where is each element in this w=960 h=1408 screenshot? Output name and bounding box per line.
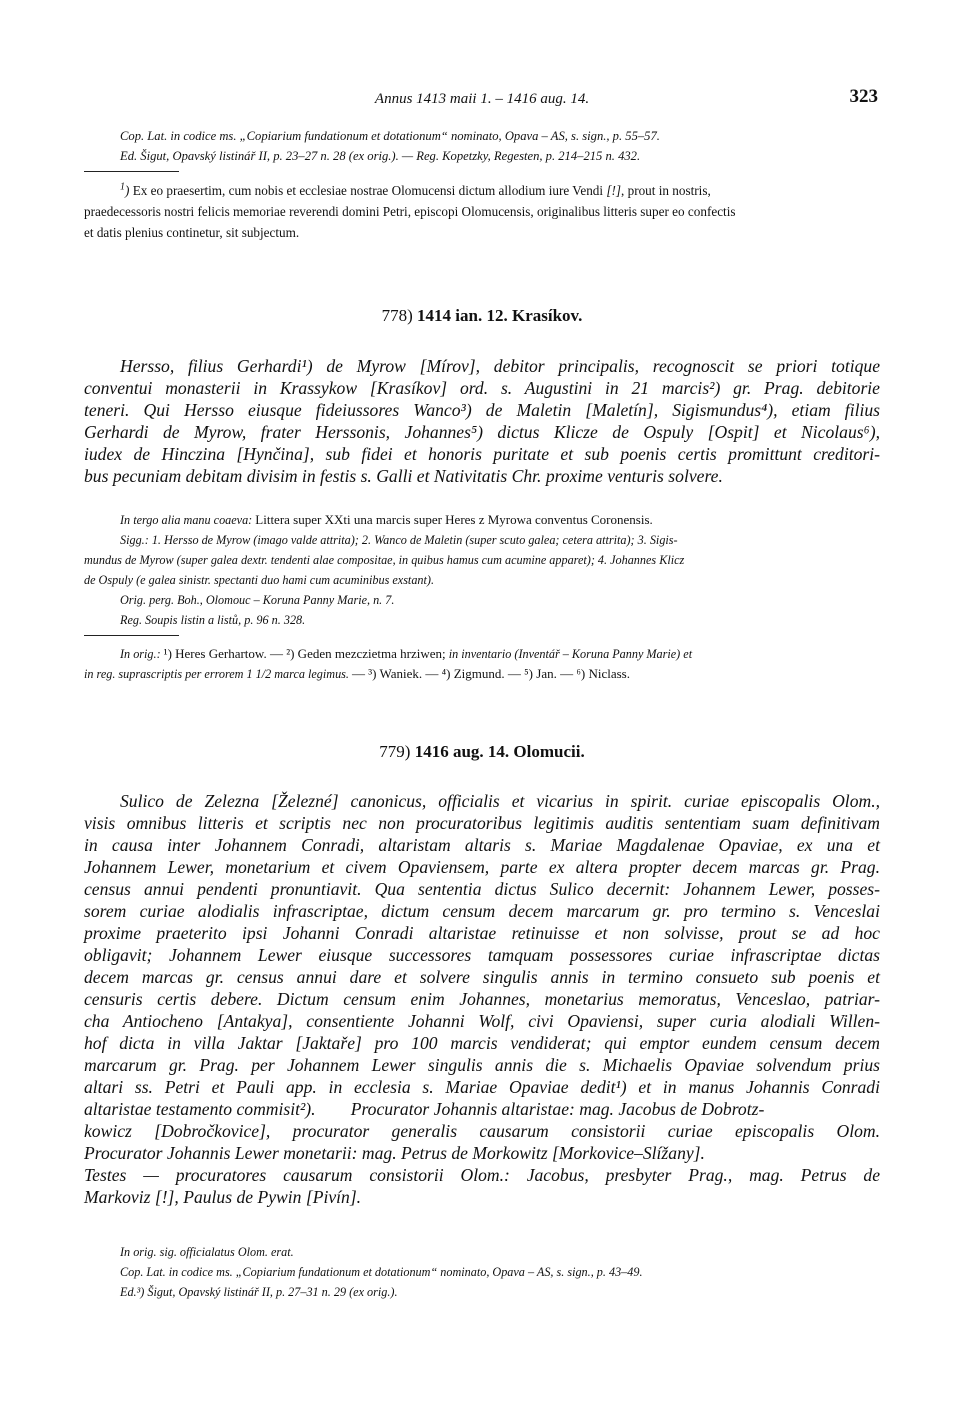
regest-line: census annui pendenti pronuntiavit. Qua sententia dictus Sulico decernit: Johannem Lewer, posses- <box>84 879 880 899</box>
seals-line: Sigg.: 1. Hersso de Myrow (imago valde attrita); 2. Wanco de Maletin (super scuto galea; cetera attrita); 3. Sigis- <box>120 533 678 547</box>
edition-source-line: Ed.³) Šigut, Opavský listinář II, p. 27–31 n. 29 (ex orig.). <box>120 1285 398 1299</box>
copy-source-line: Cop. Lat. in codice ms. „Copiarium fundationum et dotationum“ nominato, Opava – AS, s. sign., p. 55–57. <box>120 129 660 143</box>
document-779-regest <box>84 790 880 1208</box>
footnote-marker: 1 <box>120 181 125 193</box>
notes-text-italic: in inventario (Inventář – Koruna Panny Marie) et <box>448 647 693 661</box>
edition-source-line: Ed. Šigut, Opavský listinář II, p. 23–27 n. 28 (ex orig.). — Reg. Kopetzky, Regesten, p. 214–215 n. 432. <box>120 149 641 163</box>
document-date: 1414 ian. 12. Krasíkov. <box>417 306 583 325</box>
document-number: 778) <box>381 306 413 325</box>
footnote-line: et datis plenius continetur, sit subjectum. <box>84 225 300 240</box>
document-778-apparatus <box>84 510 880 684</box>
running-title: Annus 1413 maii 1. – 1416 aug. 14. <box>374 91 590 107</box>
textual-notes-line <box>84 664 880 684</box>
regest-line: Johannem Lewer, monetarium et civem Opaviensem, parte ex altera propter decem marcas gr. Prag. <box>84 857 880 877</box>
regest-line: conventui monasterii in Krassykow [Krasíkov] ord. s. Augustini in 21 marcis²) gr. Prag. debitorie <box>84 378 880 398</box>
footnote-line: praedecessoris nostri felicis memoriae reverendi domini Petri, episcopi Olomucensis, originalibus litteris super eo confectis <box>84 204 736 219</box>
tergo-text: Littera super XXti una marcis super Heres z Myrowa conventus Coronensis. <box>255 512 653 527</box>
seal-note: In orig. sig. officialatus Olom. erat. <box>120 1245 294 1259</box>
regest-line: decem marcas gr. census annui dare et solvere singulis annis in termino consueto sub poenis et <box>84 967 880 987</box>
regest-line: proxime praeterito ipsi Johanni Conradi altaristae retinuisse et non solvisse, prout se ad hoc <box>84 923 880 943</box>
regest-line: cha Antiocheno [Antakya], consentiente Johanni Wolf, civi Opaviensi, super curia alodiali Willen- <box>84 1011 880 1031</box>
footnote-sic: [!] <box>606 183 621 198</box>
document-779-apparatus <box>84 1242 880 1302</box>
notes-text: — ³) Waniek. — ⁴) Zigmund. — ⁵) Jan. — ⁶) Niclass. <box>352 666 630 681</box>
textual-notes-line <box>84 644 880 664</box>
regest-line: Gerhardi de Myrow, frater Herssonis, Johannes⁵) dictus Klicze de Ospuly [Ospit] et Nicolaus⁶), <box>84 422 880 442</box>
footnote-rule <box>84 171 179 172</box>
regest-line: kowicz [Dobročkovice], procurator generalis causarum consistorii curiae episcopalis Olom. <box>84 1121 880 1141</box>
previous-document-sources <box>84 126 880 243</box>
notes-rule <box>84 635 179 636</box>
regest-line: visis omnibus litteris et scriptis nec non procuratoribus legitimis auditis sententiam suam definitivam <box>84 813 880 833</box>
notes-label: In orig.: <box>120 647 161 661</box>
seals-line: mundus de Myrow (super galea dextr. tendenti alae compositae, in quibus hamus cum acumine apparet); 4. Johannes Klicz <box>84 553 685 567</box>
tergo-label: In tergo alia manu coaeva: <box>120 513 253 527</box>
regest-line: censuris certis debere. Dictum censum enim Johannes, monetarius memoratus, Venceslao, patriar- <box>84 989 880 1009</box>
notes-text: ¹) Heres Gerhartow. — ²) Geden mezczietma hrziwen; <box>163 646 446 661</box>
document-number: 779) <box>379 742 411 761</box>
footnote <box>84 180 880 243</box>
document-date: 1416 aug. 14. Olomucii. <box>414 742 585 761</box>
regest-line: Sulico de Zelezna [Železné] canonicus, officialis et vicarius in spirit. curiae episcopalis Olom., <box>120 791 880 811</box>
regest-line: Hersso, filius Gerhardi¹) de Myrow [Mírov], debitor principalis, recognoscit se priori totique <box>120 356 880 376</box>
footnote-text-cont: , prout in nostris, <box>621 183 711 198</box>
regest-line: in causa inter Johannem Conradi, altaristam altaris s. Mariae Magdalenae Opaviae, ex una et <box>84 835 880 855</box>
regest-line: Markoviz [!], Paulus de Pywin [Pivín]. <box>84 1187 362 1207</box>
page-number: 323 <box>849 86 878 107</box>
regest-line: marcarum gr. Prag. per Johannem Lewer singulis annis die s. Michaelis Opaviae solvendum prius <box>84 1055 880 1075</box>
copy-source-line: Cop. Lat. in codice ms. „Copiarium fundationum et dotationum“ nominato, Opava – AS, s. sign., p. 43–49. <box>120 1265 643 1279</box>
regest-line: hof dicta in villa Jaktar [Jaktaře] pro 100 marcis vendiderat; qui emptor eundem censum decem <box>84 1033 880 1053</box>
original-source: Orig. perg. Boh., Olomouc – Koruna Panny Marie, n. 7. <box>120 593 395 607</box>
footnote-line: $^1$) Ex eo praesertim, cum nobis et ecclesiae nostrae Olomucensi dictum allodium iure Vendi [!], prout in nostris, <box>120 181 711 198</box>
document-778-heading <box>84 306 880 326</box>
regest-line: sorem curiae alodialis infrascriptae, dictum censum decem marcarum gr. pro termino s. Venceslai <box>84 901 880 921</box>
tergo-note <box>84 510 880 530</box>
seals-line: de Ospuly (e galea sinistr. spectanti duo hami cum acuminibus exstant). <box>84 573 435 587</box>
page <box>84 0 880 1408</box>
document-779-heading <box>84 742 880 762</box>
regest-line: teneri. Qui Hersso eiusque fideiussores Wanco³) de Maletin [Maletín], Sigismundus⁴), etiam filius <box>84 400 880 420</box>
regest-line: Procurator Johannis Lewer monetarii: mag. Petrus de Morkowitz [Morkovice–Slížany]. <box>84 1143 705 1163</box>
footnote-text: Ex eo praesertim, cum nobis et ecclesiae nostrae Olomucensi dictum allodium iure Vendi <box>132 183 604 198</box>
regest-line: iudex de Hinczina [Hynčina], sub fidei et honoris puritate et sub poenis certis promittunt creditori- <box>84 444 880 464</box>
regest-source: Reg. Soupis listin a listů, p. 96 n. 328. <box>120 613 306 627</box>
regest-line: Testes — procuratores causarum consistorii Olom.: Jacobus, presbyter Prag., mag. Petrus de <box>84 1165 880 1185</box>
regest-line: altaristae testamento commisit²). Procurator Johannis altaristae: mag. Jacobus de Dobrotz- <box>84 1099 765 1119</box>
regest-line: bus pecuniam debitam divisim in festis s. Galli et Nativitatis Chr. proxime venturis solvere. <box>84 466 723 486</box>
regest-line: obligavit; Johannem Lewer eiusque successores tamquam possessores curiae infrascriptae dictas <box>84 945 880 965</box>
document-778-regest <box>84 355 880 487</box>
notes-text-italic: in reg. suprascriptis per errorem 1 1/2 marca legimus. <box>84 667 349 681</box>
running-head <box>84 86 880 110</box>
regest-line: altari ss. Petri et Pauli app. in ecclesia s. Mariae Opaviae dedit¹) et in manus Johannis Conradi <box>84 1077 880 1097</box>
